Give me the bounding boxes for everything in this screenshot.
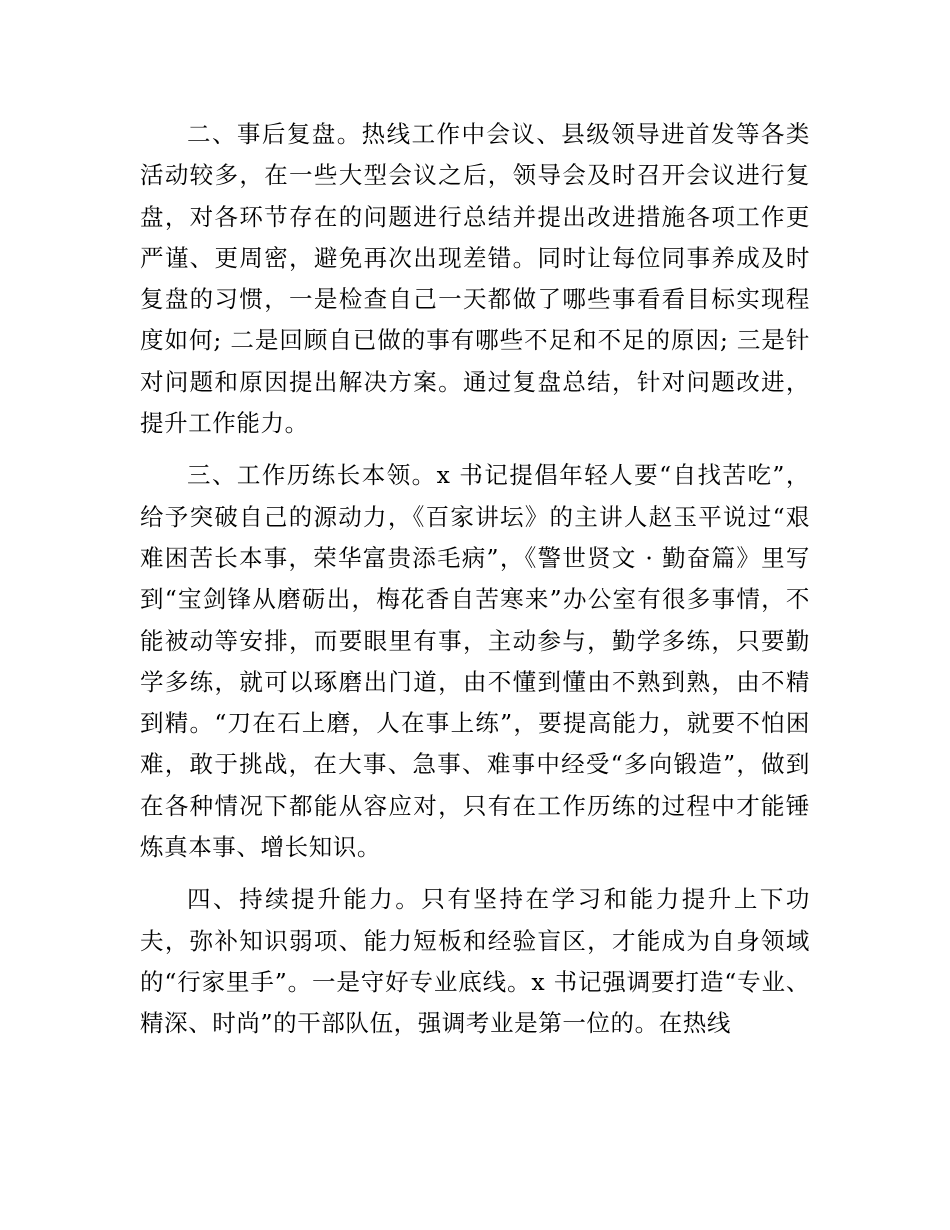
- document-body: [140, 114, 810, 1045]
- paragraph-work-training: 三、工作历练长本领。x 书记提倡年轻人要“自找苦吃”，给予突破自己的源动力，《百家讲坛》的主讲人赵玉平说过“艰难困苦长本事，荣华富贵添毛病”，《警世贤文 · 勤奋篇》里写到“宝剑锋从磨砺出，梅花香自苦寒来”办公室有很多事情，不能被动等安排，而要眼里有事，主动参与，勤学多练，只要勤学多练，就可以琢磨出门道，由不懂到懂由不熟到熟，由不精到精。“刀在石上磨，人在事上练”，要提高能力，就要不怕困难，敢于挑战，在大事、急事、难事中经受“多向锻造”，做到在各种情况下都能从容应对，只有在工作历练的过程中才能锤炼真本事、增长知识。: [140, 461, 810, 862]
- paragraph-post-review: 二、事后复盘。热线工作中会议、县级领导进首发等各类活动较多，在一些大型会议之后，领导会及时召开会议进行复盘，对各环节存在的问题进行总结并提出改进措施各项工作更严谨、更周密，避免再次出现差错。同时让每位同事养成及时复盘的习惯，一是检查自己一天都做了哪些事看看目标实现程度如何; 二是回顾自已做的事有哪些不足和不足的原因; 三是针对问题和原因提出解决方案。通过复盘总结，针对问题改进，提升工作能力。: [140, 120, 810, 438]
- paragraph-capability-improvement: 四、持续提升能力。只有坚持在学习和能力提升上下功夫，弥补知识弱项、能力短板和经验盲区，才能成为自身领域的“行家里手”。一是守好专业底线。x 书记强调要打造“专业、精深、时尚”的干部队伍，强调考业是第一位的。在热线: [140, 885, 810, 1038]
